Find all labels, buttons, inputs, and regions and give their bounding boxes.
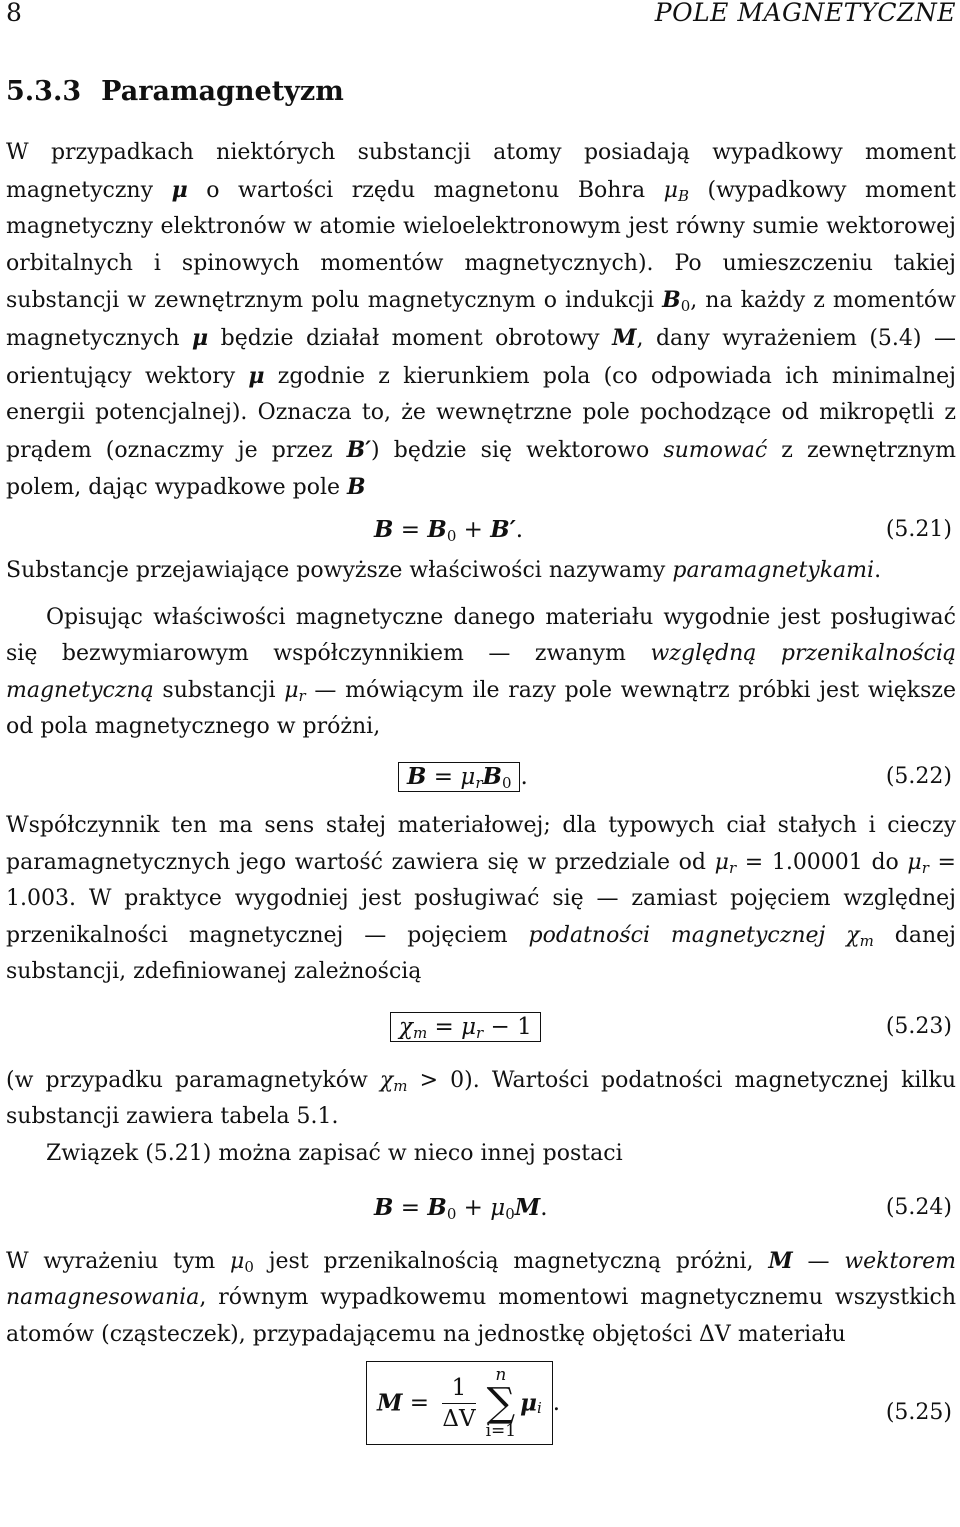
equation-5-23: $\chi_m = \mu_r - 1$ (5.23) (6, 991, 956, 1063)
paragraph-6: Związek (5.21) można zapisać w nieco innej postaci (46, 1141, 623, 1167)
equation-number: (5.24) (885, 1194, 952, 1220)
paragraph-7: W wyrażeniu tym $\mu_0$ jest przenikalnością magnetyczną próżni, M — wektorem namagnesowania, równym wypadkowemu momentowi magnetycznemu wszystkich atomów (cząsteczek), przypadającemu na jednostkę objętości ΔV materiału (6, 1247, 956, 1347)
running-header (6, 0, 956, 34)
equation-5-24: $B = B_0 + \mu_0M$. (5.24) (6, 1173, 956, 1243)
equation-5-25: M = $\frac{1}{\Delta V}$ n ∑ i=1 $\mu_i$ . (5.25) (6, 1353, 956, 1473)
equation-number: (5.25) (885, 1400, 952, 1426)
page-number: 8 (6, 0, 22, 27)
paragraph-3: Opisując właściwości magnetyczne danego materiału wygodnie jest posługiwać się bezwymiarowym współczynnikiem — zwanym względną przenikalnością magnetyczną substancji $\mu_r$ — mówiącym ile razy pole wewnątrz próbki jest większe od pola magnetycznego w próżni, (6, 604, 957, 740)
equation-number: (5.21) (885, 516, 952, 542)
section-heading (6, 74, 956, 110)
equation-5-22: $B = \mu_rB_0$ . (5.22) (6, 746, 956, 808)
equation-number: (5.23) (885, 1013, 952, 1039)
paragraph-5: (w przypadku paramagnetyków $\chi_m > 0$). Wartości podatności magnetycznej kilku substancji zawiera tabela 5.1. (6, 1067, 956, 1130)
section-title: Paramagnetyzm (101, 76, 344, 107)
running-title: POLE MAGNETYCZNE (654, 0, 956, 27)
page (6, 0, 956, 1473)
section-number: 5.3.3 (6, 76, 82, 107)
paragraph-4: Współczynnik ten ma sens stałej materiałowej; dla typowych ciał stałych i cieczy paramagnetycznych jego wartość zawiera się w przedziale od $\mu_r = 1.00001$ do $\mu_r = 1.003$. W praktyce wygodniej jest posługiwać się — zamiast pojęciem względnej przenikalności magnetycznej — pojęciem podatności magnetycznej $\chi_m$ danej substancji, zdefiniowanej zależnością (6, 812, 957, 985)
paragraph-2: Substancje przejawiające powyższe właściwości nazywamy paramagnetykami. (6, 557, 882, 583)
equation-number: (5.22) (885, 763, 952, 789)
paragraph-1: W przypadkach niektórych substancji atomy posiadają wypadkowy moment magnetyczny μ o wartości rzędu magnetonu Bohra $\mu_B$ (wypadkowy moment magnetyczny elektronów w atomie wieloelektronowym jest równy sumie wektorowej orbitalnych i spinowych momentów magnetycznych). Po umieszczeniu takiej substancji w zewnętrznym polu magnetycznym o indukcji $B_0$, na każdy z momentów magnetycznych μ będzie działał moment obrotowy M, dany wyrażeniem (5.4) — orientujący wektory μ zgodnie z kierunkiem pola (co odpowiada ich minimalnej energii potencjalnej). Oznacza to, że wewnętrzne pole pochodzące od mikropętli z prądem (oznaczmy je przez B′) będzie się wektorowo sumować z zewnętrznym polem, dając wypadkowe pole B (6, 140, 957, 501)
equation-5-21: $B = B_0 + B'$. (5.21) (6, 507, 956, 553)
